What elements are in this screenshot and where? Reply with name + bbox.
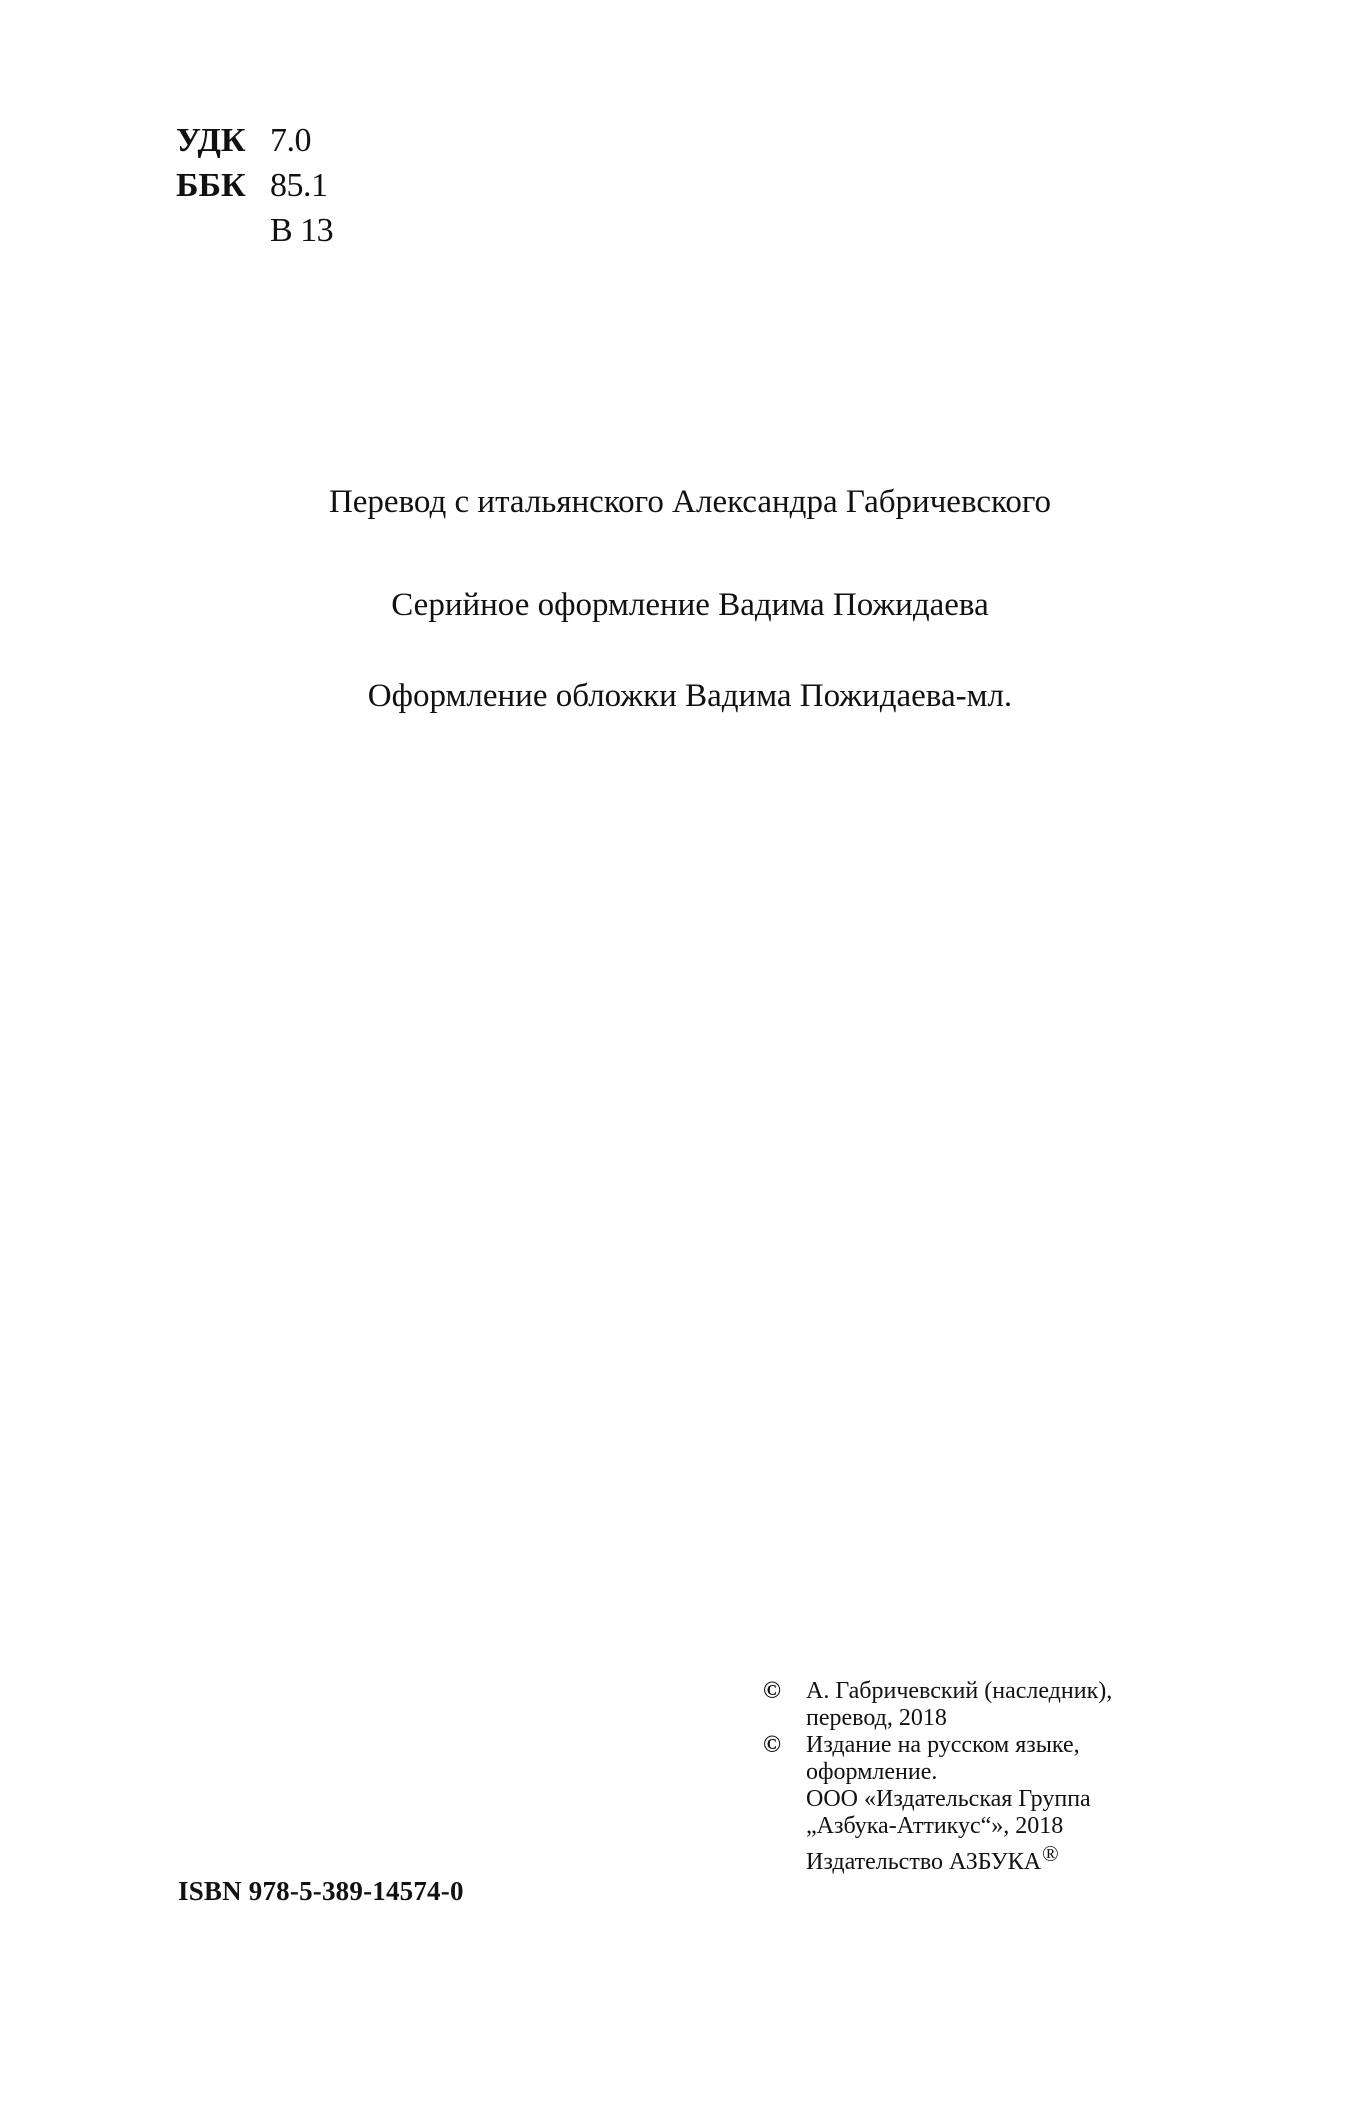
copyright-entry-translation: [763, 1678, 1112, 1732]
bbk-row: [176, 163, 333, 208]
bbk-label: ББК: [176, 167, 246, 204]
udk-value: 7.0: [270, 122, 311, 159]
copyright-icon: ©: [763, 1678, 781, 1704]
copyright-line: перевод, 2018: [806, 1705, 947, 1731]
copyright-line: „Азбука-Аттикус“», 2018: [806, 1813, 1064, 1839]
isbn: ISBN 978-5-389-14574-0: [178, 1876, 464, 1906]
publisher-name: Издательство АЗБУКА: [806, 1849, 1042, 1875]
copyright-icon: ©: [763, 1732, 781, 1758]
copyright-block: [763, 1678, 1112, 1876]
copyright-entry-edition: [763, 1732, 1112, 1876]
copyright-line: оформление.: [806, 1759, 938, 1785]
copyright-line: А. Габричевский (наследник),: [806, 1678, 1113, 1704]
registered-mark-icon: ®: [1042, 1841, 1059, 1866]
publisher-line: [806, 1840, 1112, 1876]
author-mark-row: [176, 208, 333, 253]
udk-label: УДК: [176, 122, 246, 159]
copyright-line: Издание на русском языке,: [806, 1732, 1080, 1758]
author-mark: В 13: [270, 212, 334, 249]
copyright-line: ООО «Издательская Группа: [806, 1786, 1091, 1812]
translator-credit: Перевод с итальянского Александра Габричевского: [328, 484, 1052, 520]
udk-row: [176, 118, 333, 163]
bbk-value: 85.1: [270, 167, 328, 204]
series-design-credit: Серийное оформление Вадима Пожидаева: [391, 587, 989, 623]
classification-codes: [176, 118, 333, 253]
cover-design-credit: Оформление обложки Вадима Пожидаева-мл.: [367, 678, 1013, 714]
